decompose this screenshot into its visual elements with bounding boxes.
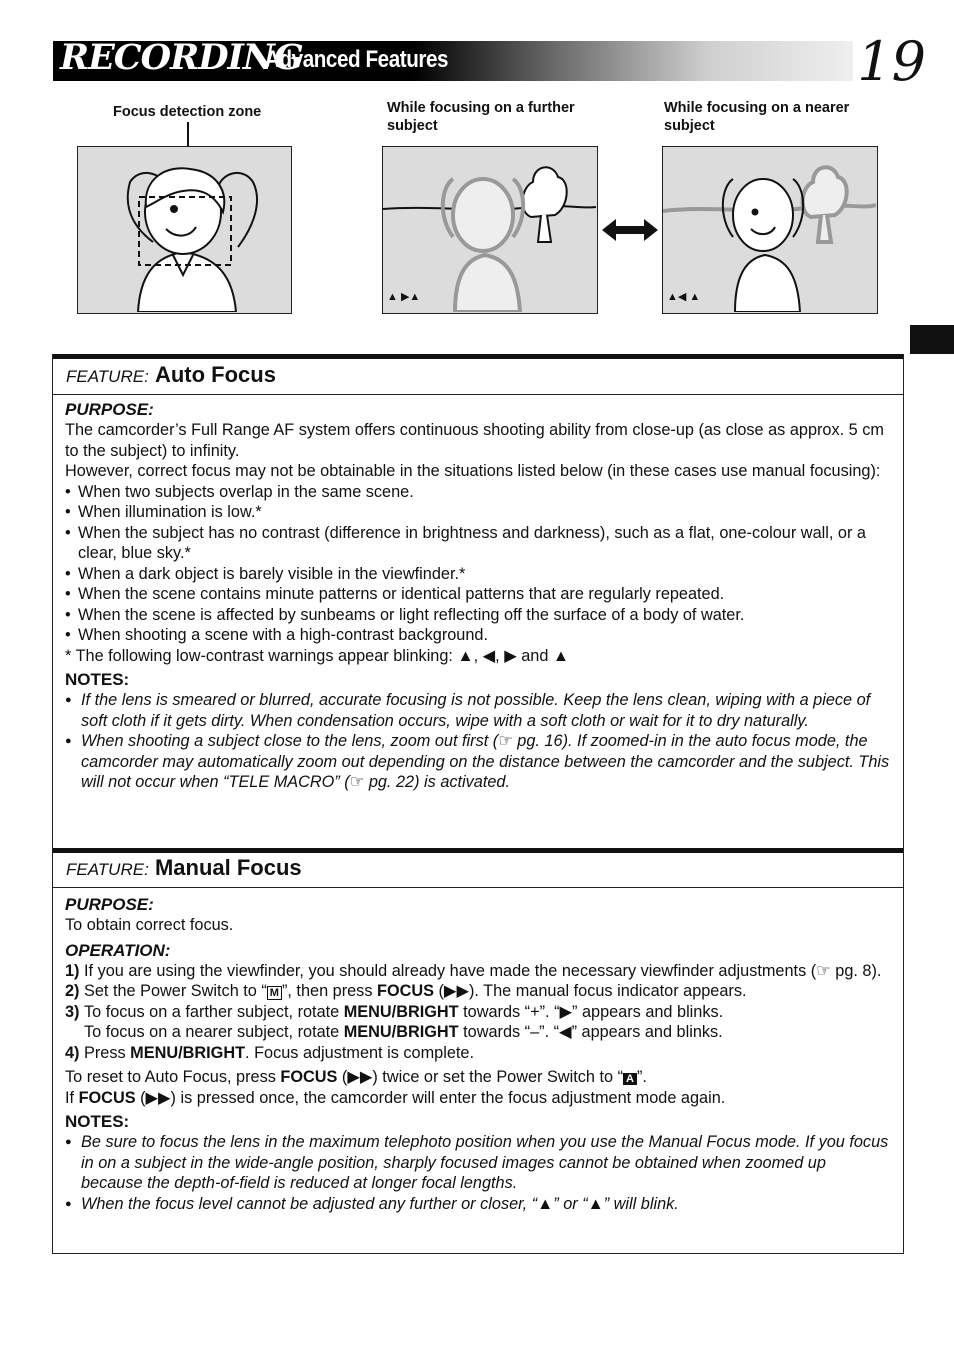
reset-text <box>65 1067 891 1088</box>
note-item: ● Be sure to focus the lens in the maximum telephoto position when you use the Manual Focus mode. If you focus in on a subject in the wide-angle position, sharply focused images cannot be obtained when zoomed up because the depth-of-field is reduced at longer focal lengths. <box>65 1132 891 1194</box>
purpose-text: To obtain correct focus. <box>65 916 234 934</box>
section-bar-manual <box>53 848 903 853</box>
text: If <box>65 1088 79 1107</box>
focus-button-label: FOCUS <box>280 1068 338 1086</box>
page-subtitle: Advanced Features <box>265 46 449 73</box>
step-text: If you are using the viewfinder, you should already have made the necessary viewfinder adjustments (☞ pg. 8). <box>84 961 882 980</box>
if-text <box>65 1088 891 1109</box>
divider <box>53 887 903 888</box>
feature-title: Manual Focus <box>154 855 302 880</box>
menu-dial-label: MENU/BRIGHT <box>343 1023 459 1041</box>
list-item: • When two subjects overlap in the same scene. <box>65 482 891 503</box>
section-tab <box>910 325 954 354</box>
tree-icon <box>523 167 567 242</box>
text: ”. <box>636 1068 647 1086</box>
viewfinder-frame-further <box>382 146 598 314</box>
focus-indicator-further: ▲ ▶▲ <box>387 291 421 303</box>
step-number: 4) <box>65 1043 80 1062</box>
note-item: ● If the lens is smeared or blurred, accurate focusing is not possible. Keep the lens clean, wiping with a piece of soft cloth if it gets dirty. When condensation occurs, wipe with a soft cloth or wait for it to dry naturally. <box>65 690 891 731</box>
purpose-label: PURPOSE: <box>65 895 154 914</box>
intro-text: The camcorder’s Full Range AF system offers continuous shooting ability from close-up (as close as approx. 5 cm to the subject) to infinity. <box>65 421 884 460</box>
auto-mode-icon: A <box>623 1073 637 1085</box>
list-item: • When the scene is affected by sunbeams or light reflecting off the surface of a body of water. <box>65 605 891 626</box>
step-text: . Focus adjustment is complete. <box>245 1043 474 1062</box>
step-number: 2) <box>65 982 80 1000</box>
step-text: To focus on a nearer subject, rotate <box>84 1023 344 1041</box>
list-item: • When illumination is low.* <box>65 502 891 523</box>
caption-focus-zone: Focus detection zone <box>113 104 262 120</box>
step-text: towards “–”. “◀” appears and blinks. <box>458 1023 723 1041</box>
viewfinder-frame-nearer <box>662 146 878 314</box>
page-number: 19 <box>857 30 926 93</box>
caption-further-subject: While focusing on a further subject <box>387 100 575 134</box>
operation-label: OPERATION: <box>65 940 171 960</box>
feature-label: FEATURE: <box>66 860 149 879</box>
focus-button-label: FOCUS <box>377 982 434 1000</box>
feature-heading-manual-focus <box>66 855 302 883</box>
step-number: 3) <box>65 1002 80 1021</box>
feature-heading-auto-focus <box>66 362 276 390</box>
text: (▶▶) is pressed once, the camcorder will enter the focus adjustment mode again. <box>135 1088 726 1107</box>
step-3 <box>65 1002 891 1023</box>
divider <box>53 394 903 395</box>
notes-label: NOTES: <box>65 1112 130 1131</box>
step-text: (▶▶). The manual focus indicator appears. <box>433 982 747 1000</box>
however-text: However, correct focus may not be obtainable in the situations listed below (in these cases use manual focusing): <box>65 462 881 480</box>
note-item: ● When shooting a subject close to the lens, zoom out first (☞ pg. 16). If zoomed-in in the auto focus mode, the camcorder may automatically zoom out depending on the distance between the camcorder and the subject. This will not occur when “TELE MACRO” (☞ pg. 22) is activated. <box>65 731 891 793</box>
double-arrow-icon <box>602 217 658 243</box>
caption-nearer-subject: While focusing on a nearer subject <box>664 100 850 134</box>
feature-label: FEATURE: <box>66 367 149 386</box>
woman-figure-illustration <box>78 147 290 312</box>
feature-title: Auto Focus <box>154 362 276 387</box>
feature-box <box>52 354 904 1254</box>
notes-label: NOTES: <box>65 670 130 689</box>
step-number: 1) <box>65 961 80 980</box>
section-bar-auto <box>53 354 903 359</box>
step-text: To focus on a farther subject, rotate <box>84 1002 344 1021</box>
list-item: • When the scene contains minute patterns or identical patterns that are regularly repeated. <box>65 584 891 605</box>
focus-button-label: FOCUS <box>78 1088 136 1107</box>
menu-dial-label: MENU/BRIGHT <box>343 1002 459 1021</box>
list-item: • When the subject has no contrast (difference in brightness and darkness), such as a flat, one-colour wall, or a clear, blue sky.* <box>65 523 891 564</box>
step-text: Press <box>84 1043 131 1062</box>
menu-dial-label: MENU/BRIGHT <box>130 1043 246 1062</box>
viewfinder-frame-zone <box>77 146 292 314</box>
step-4 <box>65 1043 891 1064</box>
manual-focus-body <box>65 894 891 1214</box>
step-1 <box>65 961 891 982</box>
text: (▶▶) twice or set the Power Switch to “ <box>337 1068 623 1086</box>
step-3-continued <box>65 1022 891 1043</box>
step-text: Set the Power Switch to “ <box>84 982 267 1000</box>
page-title: RECORDING <box>60 37 303 78</box>
auto-focus-body <box>65 399 891 793</box>
footnote: * The following low-contrast warnings appear blinking: ▲, ◀, ▶ and ▲ <box>65 646 570 665</box>
purpose-label: PURPOSE: <box>65 400 154 419</box>
further-subject-illustration <box>383 147 596 312</box>
nearer-subject-illustration <box>663 147 876 312</box>
focus-indicator-nearer: ▲◀ ▲ <box>667 291 701 303</box>
list-item: • When shooting a scene with a high-contrast background. <box>65 625 891 646</box>
text: To reset to Auto Focus, press <box>65 1068 281 1086</box>
manual-mode-icon: M <box>267 986 282 1000</box>
step-text: towards “+”. “▶” appears and blinks. <box>458 1002 724 1021</box>
step-2 <box>65 981 891 1002</box>
step-text: ”, then press <box>281 982 377 1000</box>
list-item: • When a dark object is barely visible in the viewfinder.* <box>65 564 891 585</box>
note-item: ● When the focus level cannot be adjusted any further or closer, “▲” or “▲” will blink. <box>65 1194 891 1215</box>
